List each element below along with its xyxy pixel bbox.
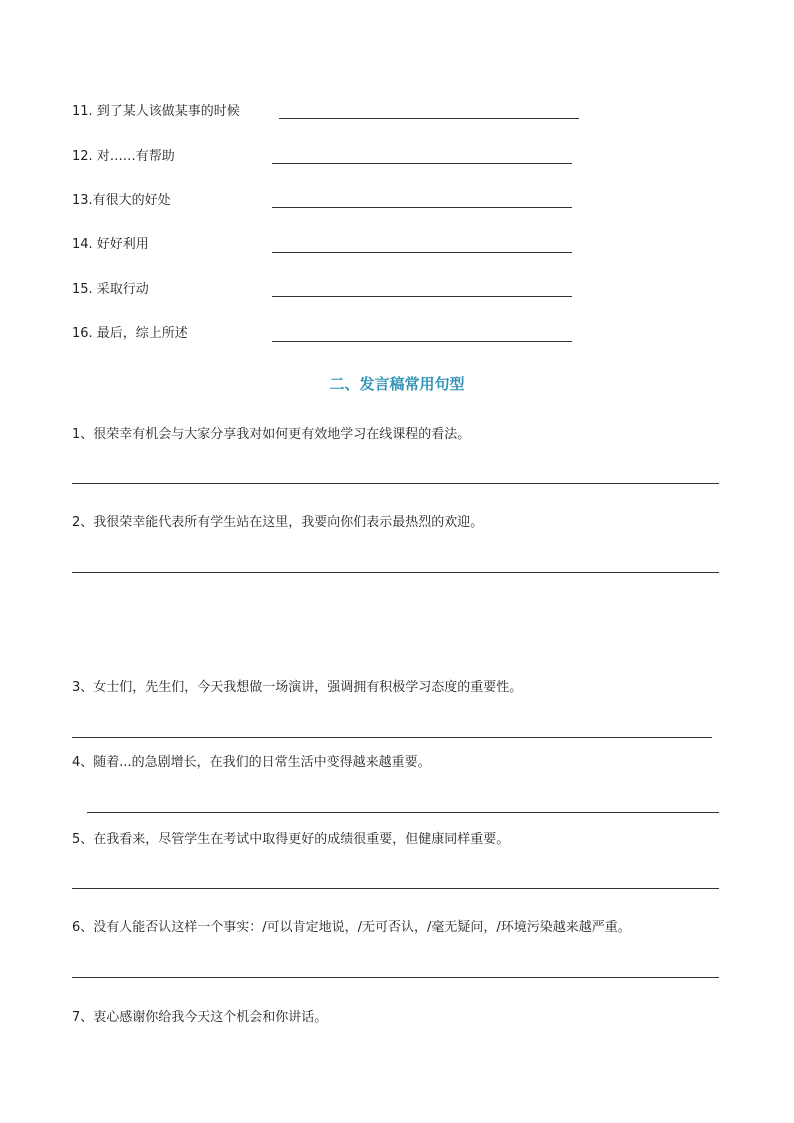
translation-line[interactable] — [72, 483, 719, 484]
phrase-label: 13.有很大的好处 — [72, 193, 171, 208]
translation-line[interactable] — [72, 737, 712, 738]
sentence-prompt-7: 7、衷心感谢你给我今天这个机会和你讲话。 — [72, 1010, 328, 1025]
answer-blank[interactable] — [272, 207, 572, 208]
answer-blank[interactable] — [272, 163, 572, 164]
sentence-prompt-2: 2、我很荣幸能代表所有学生站在这里，我要向你们表示最热烈的欢迎。 — [72, 515, 484, 530]
phrase-label: 16. 最后，综上所述 — [72, 326, 188, 341]
phrase-label: 12. 对……有帮助 — [72, 149, 175, 164]
translation-line[interactable] — [87, 812, 719, 813]
phrase-label: 11. 到了某人该做某事的时候 — [72, 104, 240, 119]
sentence-prompt-6: 6、没有人能否认这样一个事实：/可以肯定地说，/无可否认，/毫无疑问，/环境污染越来越严重。 — [72, 920, 631, 935]
translation-line[interactable] — [72, 888, 719, 889]
translation-line[interactable] — [72, 572, 719, 573]
sentence-prompt-3: 3、女士们，先生们，今天我想做一场演讲，强调拥有积极学习态度的重要性。 — [72, 680, 523, 695]
answer-blank[interactable] — [272, 296, 572, 297]
sentence-prompt-4: 4、随着...的急剧增长，在我们的日常生活中变得越来越重要。 — [72, 755, 431, 770]
answer-blank[interactable] — [272, 341, 572, 342]
section-heading: 二、发言稿常用句型 — [329, 375, 465, 393]
answer-blank[interactable] — [279, 118, 579, 119]
phrase-label: 14. 好好利用 — [72, 237, 149, 252]
translation-line[interactable] — [72, 977, 719, 978]
answer-blank[interactable] — [272, 252, 572, 253]
sentence-prompt-5: 5、在我看来，尽管学生在考试中取得更好的成绩很重要，但健康同样重要。 — [72, 832, 510, 847]
phrase-label: 15. 采取行动 — [72, 282, 149, 297]
sentence-prompt-1: 1、很荣幸有机会与大家分享我对如何更有效地学习在线课程的看法。 — [72, 427, 471, 442]
